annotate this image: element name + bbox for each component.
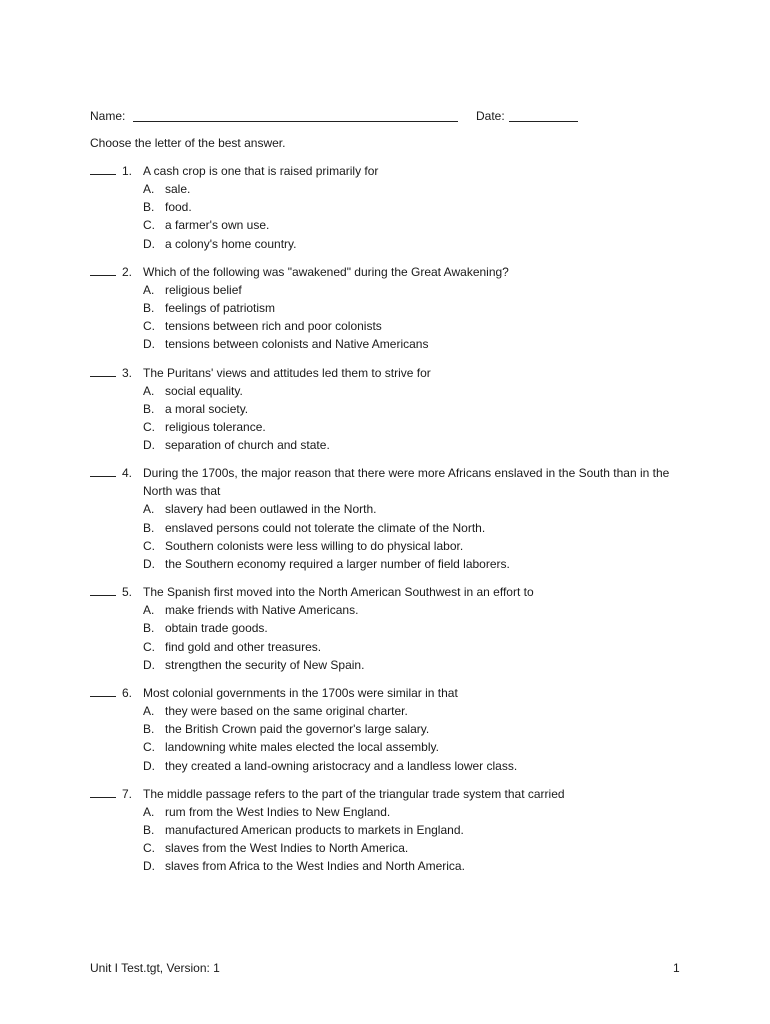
answer-option: [90, 702, 690, 720]
option-text: Southern colonists were less willing to do physical labor.: [165, 538, 464, 553]
option-letter: D.: [143, 859, 155, 874]
question-stem: [90, 785, 690, 803]
answer-option: [90, 317, 690, 335]
answer-option: [90, 281, 690, 299]
question-number: 4.: [122, 466, 133, 481]
option-letter: C.: [143, 639, 155, 654]
answer-blank: [90, 785, 116, 798]
question-text: Which of the following was "awakened" during the Great Awakening?: [143, 264, 509, 279]
option-text: landowning white males elected the local assembly.: [165, 740, 439, 755]
answer-option: [90, 555, 690, 573]
question-number: 2.: [122, 264, 133, 279]
option-letter: B.: [143, 401, 155, 416]
question-3: [90, 364, 690, 455]
answer-option: [90, 519, 690, 537]
answer-option: [90, 738, 690, 756]
answer-blank: [90, 162, 116, 175]
answer-option: [90, 720, 690, 738]
option-text: sale.: [165, 182, 191, 196]
option-letter: B.: [143, 621, 155, 636]
answer-option: [90, 335, 690, 353]
question-stem: [90, 162, 690, 180]
answer-blank: [90, 263, 116, 276]
option-letter: B.: [143, 200, 155, 215]
answer-option: [90, 436, 690, 454]
option-letter: A.: [143, 383, 155, 398]
name-blank-line: [133, 121, 458, 122]
question-stem: [90, 464, 690, 500]
option-letter: A.: [143, 804, 155, 819]
option-letter: A.: [143, 704, 155, 719]
option-text: they were based on the same original charter.: [165, 704, 408, 719]
question-1: [90, 162, 690, 253]
option-text: social equality.: [165, 383, 243, 398]
option-letter: B.: [143, 520, 155, 535]
answer-blank: [90, 364, 116, 377]
answer-option: [90, 500, 690, 518]
question-text: The Puritans' views and attitudes led them to strive for: [143, 365, 431, 380]
option-letter: D.: [143, 236, 155, 251]
answer-blank: [90, 583, 116, 596]
answer-option: [90, 537, 690, 555]
answer-option: [90, 180, 690, 198]
question-5: [90, 583, 690, 674]
option-letter: A.: [143, 502, 155, 517]
option-text: a farmer's own use.: [165, 218, 270, 233]
option-text: religious tolerance.: [165, 420, 266, 435]
option-text: religious belief: [165, 282, 242, 297]
question-number: 3.: [122, 365, 133, 380]
option-text: slaves from Africa to the West Indies and North America.: [165, 859, 465, 874]
option-letter: D.: [143, 438, 155, 453]
option-text: feelings of patriotism: [165, 301, 276, 316]
answer-blank: [90, 464, 116, 477]
name-date-row: [90, 109, 690, 125]
question-text: The middle passage refers to the part of the triangular trade system that carried: [143, 786, 565, 801]
option-text: find gold and other treasures.: [165, 639, 322, 654]
option-letter: D.: [143, 557, 155, 572]
date-label: Date:: [476, 109, 505, 123]
question-stem: [90, 364, 690, 382]
option-letter: A.: [143, 282, 155, 297]
question-4: [90, 464, 690, 573]
answer-option: [90, 382, 690, 400]
footer-version: Unit I Test.tgt, Version: 1: [90, 961, 220, 975]
option-text: make friends with Native Americans.: [165, 603, 359, 618]
option-text: tensions between colonists and Native Americans: [165, 337, 429, 352]
answer-option: [90, 803, 690, 821]
option-text: they created a land-owning aristocracy and a landless lower class.: [165, 758, 518, 773]
option-text: obtain trade goods.: [165, 621, 268, 636]
option-letter: A.: [143, 182, 155, 196]
name-label: Name:: [90, 109, 126, 123]
answer-option: [90, 821, 690, 839]
answer-option: [90, 839, 690, 857]
answer-option: [90, 757, 690, 775]
option-letter: C.: [143, 420, 155, 435]
question-text: Most colonial governments in the 1700s were similar in that: [143, 686, 458, 701]
answer-option: [90, 198, 690, 216]
option-text: tensions between rich and poor colonists: [165, 319, 382, 334]
option-letter: C.: [143, 319, 155, 334]
question-list: [90, 162, 690, 886]
answer-blank: [90, 684, 116, 697]
answer-option: [90, 638, 690, 656]
question-number: 6.: [122, 686, 133, 701]
option-text: food.: [165, 200, 192, 215]
option-letter: C.: [143, 740, 155, 755]
question-number: 5.: [122, 585, 133, 600]
question-text: During the 1700s, the major reason that there were more Africans enslaved in the South than in the North was that: [143, 466, 670, 499]
option-letter: B.: [143, 301, 155, 316]
question-stem: [90, 263, 690, 281]
option-letter: C.: [143, 218, 155, 233]
instructions: Choose the letter of the best answer.: [90, 136, 286, 150]
option-text: rum from the West Indies to New England.: [165, 804, 391, 819]
question-7: [90, 785, 690, 876]
answer-option: [90, 216, 690, 234]
option-text: a moral society.: [165, 401, 249, 416]
date-blank-line: [509, 121, 578, 122]
answer-option: [90, 235, 690, 253]
option-letter: B.: [143, 722, 155, 737]
answer-option: [90, 299, 690, 317]
answer-option: [90, 656, 690, 674]
option-letter: A.: [143, 603, 155, 618]
option-text: the British Crown paid the governor's large salary.: [165, 722, 430, 737]
option-text: slaves from the West Indies to North America.: [165, 841, 409, 856]
answer-option: [90, 619, 690, 637]
answer-option: [90, 601, 690, 619]
answer-option: [90, 857, 690, 875]
option-text: separation of church and state.: [165, 438, 330, 453]
option-text: a colony's home country.: [165, 236, 297, 251]
option-letter: D.: [143, 337, 155, 352]
option-text: strengthen the security of New Spain.: [165, 657, 365, 672]
option-text: slavery had been outlawed in the North.: [165, 502, 377, 517]
option-letter: D.: [143, 657, 155, 672]
option-text: manufactured American products to markets in England.: [165, 823, 464, 838]
question-text: The Spanish first moved into the North American Southwest in an effort to: [143, 585, 534, 600]
option-letter: C.: [143, 841, 155, 856]
page-number: 1: [673, 961, 680, 975]
question-stem: [90, 684, 690, 702]
option-letter: C.: [143, 538, 155, 553]
option-text: enslaved persons could not tolerate the climate of the North.: [165, 520, 486, 535]
option-letter: D.: [143, 758, 155, 773]
option-letter: B.: [143, 823, 155, 838]
question-stem: [90, 583, 690, 601]
option-text: the Southern economy required a larger number of field laborers.: [165, 557, 510, 572]
answer-option: [90, 400, 690, 418]
answer-option: [90, 418, 690, 436]
question-number: 1.: [122, 164, 133, 178]
question-text: A cash crop is one that is raised primarily for: [143, 164, 379, 178]
question-2: [90, 263, 690, 354]
question-6: [90, 684, 690, 775]
question-number: 7.: [122, 786, 133, 801]
